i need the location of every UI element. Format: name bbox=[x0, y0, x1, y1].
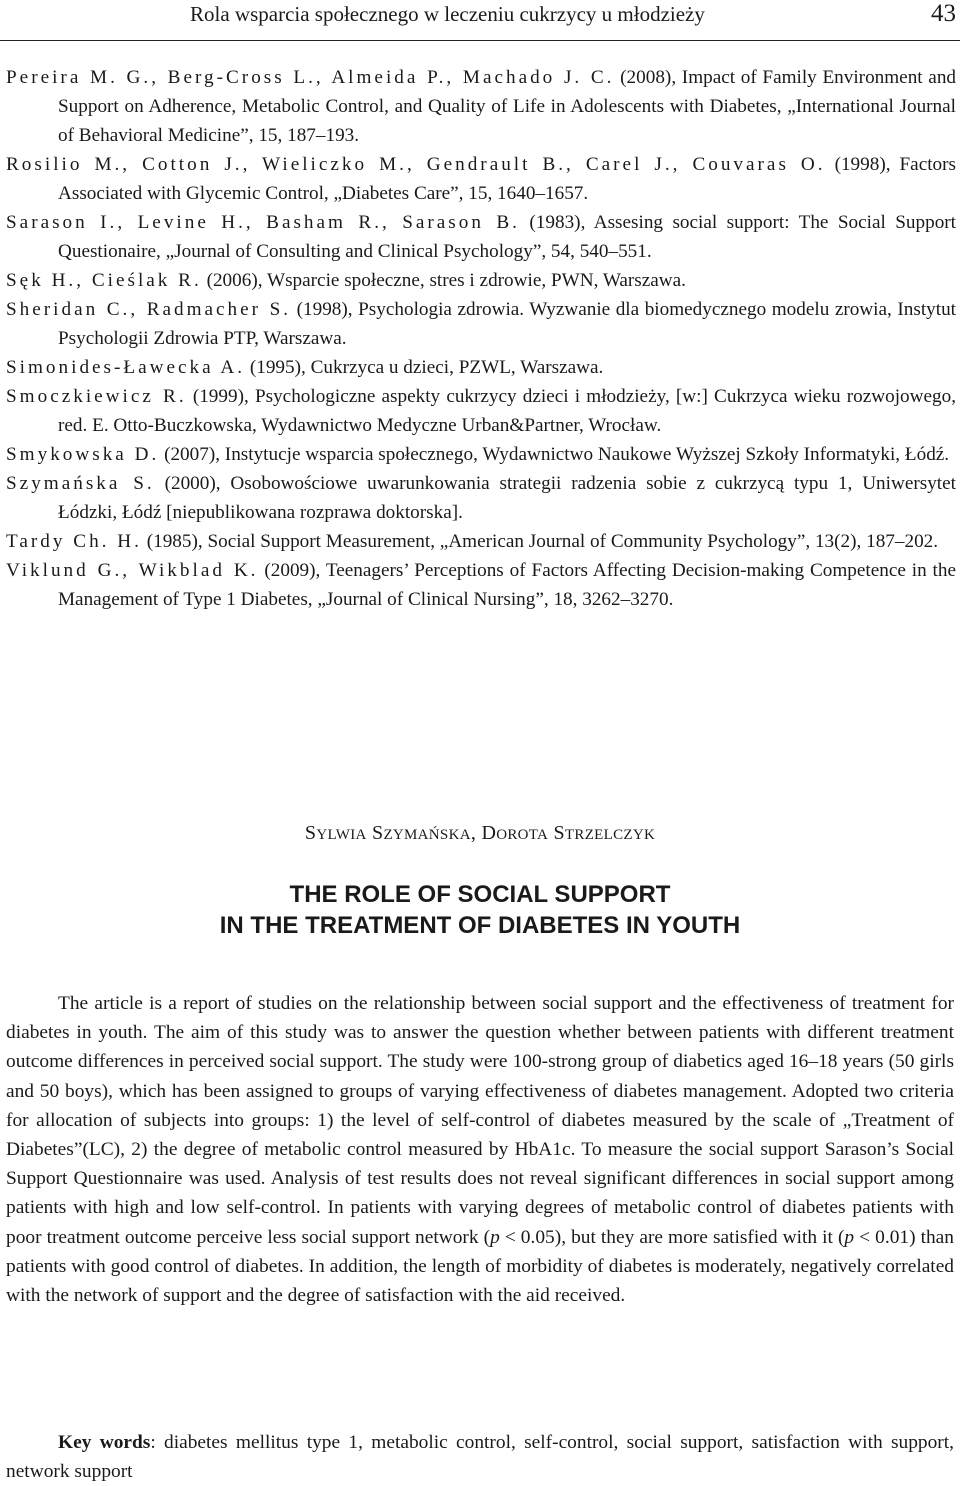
reference-authors: Sarason I., Levine H., Basham R., Sarason B. bbox=[6, 212, 520, 233]
reference-authors: Sheridan C., Radmacher S. bbox=[6, 299, 292, 320]
keywords-label: Key words bbox=[58, 1432, 151, 1453]
reference-item bbox=[6, 295, 956, 353]
reference-authors: Pereira M. G., Berg-Cross L., Almeida P., Machado J. C. bbox=[6, 67, 615, 88]
reference-authors: Rosilio M., Cotton J., Wieliczko M., Gendrault B., Carel J., Couvaras O. bbox=[6, 154, 826, 175]
author-byline bbox=[0, 822, 960, 845]
reference-authors: Tardy Ch. H. bbox=[6, 531, 142, 552]
author2-first-initial: D bbox=[481, 822, 497, 844]
author2-surname-initial: S bbox=[553, 822, 565, 844]
reference-item bbox=[6, 150, 956, 208]
article-title bbox=[0, 879, 960, 941]
reference-text: (2007), Instytucje wsparcia społecznego, Wydawnictwo Naukowe Wyższej Szkoły Informatyki, Łódź. bbox=[164, 444, 950, 465]
reference-text: (1998), Factors Associated with Glycemic Control, „Diabetes Care”, 15, 1640–1657. bbox=[58, 154, 956, 204]
reference-item bbox=[6, 527, 956, 556]
article-title-line-1: THE ROLE OF SOCIAL SUPPORT bbox=[289, 881, 671, 908]
reference-text: (2009), Teenagers’ Perceptions of Factors Affecting Decision-making Competence in the Management of Type 1 Diabetes, „Journal of Clinical Nursing”, 18, 3262–3270. bbox=[58, 560, 956, 610]
author1-surname-rest: ZYMAŃSKA bbox=[383, 827, 471, 843]
reference-item bbox=[6, 556, 956, 614]
reference-text: (1995), Cukrzyca u dzieci, PZWL, Warszawa. bbox=[249, 357, 604, 378]
running-title: Rola wsparcia społecznego w leczeniu cukrzycy u młodzieży bbox=[190, 2, 705, 26]
running-header bbox=[0, 0, 960, 41]
keywords bbox=[6, 1428, 954, 1486]
reference-text: (1999), Psychologiczne aspekty cukrzycy dzieci i młodzieży, [w:] Cukrzyca wieku rozwojowego, red. E. Otto-Buczkowska, Wydawnictwo Medyczne Urban&Partner, Wrocław. bbox=[58, 386, 957, 436]
reference-text: (1983), Assesing social support: The Social Support Questionaire, „Journal of Consulting and Clinical Psychology”, 54, 540–551. bbox=[58, 212, 957, 262]
reference-authors: Viklund G., Wikblad K. bbox=[6, 560, 259, 581]
abstract bbox=[6, 989, 954, 1310]
reference-item bbox=[6, 440, 956, 469]
reference-item bbox=[6, 266, 956, 295]
reference-authors: Simonides-Ławecka A. bbox=[6, 357, 246, 378]
reference-authors: Sęk H., Cieślak R. bbox=[6, 270, 202, 291]
page-number: 43 bbox=[931, 0, 956, 27]
reference-item bbox=[6, 353, 956, 382]
reference-text: (1998), Psychologia zdrowia. Wyzwanie dla biomedycznego modelu zrowia, Instytut Psychologii Zdrowia PTP, Warszawa. bbox=[58, 299, 957, 349]
reference-item bbox=[6, 208, 956, 266]
author1-first-initial: S bbox=[304, 822, 317, 844]
p-value-symbol: p bbox=[844, 1226, 855, 1248]
reference-list bbox=[6, 63, 956, 614]
author-separator: , bbox=[470, 822, 482, 844]
author2-surname-rest: TRZELCZYK bbox=[564, 827, 656, 843]
reference-text: (2008), Impact of Family Environment and Support on Adherence, Metabolic Control, and Quality of Life in Adolescents with Diabetes, „International Journal of Behavioral Medicine”, 15, 187–193. bbox=[58, 67, 957, 146]
reference-item bbox=[6, 63, 956, 150]
reference-text: (2000), Osobowościowe uwarunkowania strategii radzenia sobie z cukrzycą typu 1, Uniwersytet Łódzki, Łódź [niepublikowana rozprawa doktorska]. bbox=[58, 473, 956, 523]
reference-text: (1985), Social Support Measurement, „American Journal of Community Psychology”, 13(2), 187–202. bbox=[146, 531, 939, 552]
reference-authors: Smoczkiewicz R. bbox=[6, 386, 187, 407]
keywords-text: : diabetes mellitus type 1, metabolic control, self-control, social support, satisfaction with support, network support bbox=[6, 1432, 954, 1483]
p-value-symbol: p bbox=[490, 1226, 500, 1248]
abstract-text-3: < 0.01) than patients with good control of diabetes. In addition, the length of morbidity of diabetes is moderately, negatively correlated with the network of support and the degree of satisfaction with the aid received. bbox=[6, 1226, 954, 1307]
reference-authors: Smykowska D. bbox=[6, 444, 160, 465]
reference-authors: Szymańska S. bbox=[6, 473, 155, 494]
reference-text: (2006), Wsparcie społeczne, stres i zdrowie, PWN, Warszawa. bbox=[206, 270, 686, 291]
author2-first-rest: OROTA bbox=[496, 827, 549, 843]
author1-first-rest: YLWIA bbox=[316, 827, 367, 843]
reference-item bbox=[6, 469, 956, 527]
reference-item bbox=[6, 382, 956, 440]
author1-surname-initial: S bbox=[372, 822, 384, 844]
article-title-line-2: IN THE TREATMENT OF DIABETES IN YOUTH bbox=[219, 912, 741, 939]
abstract-text-2: < 0.05), but they are more satisfied with it ( bbox=[499, 1226, 845, 1248]
abstract-text-1: The article is a report of studies on the relationship between social support and the effectiveness of treatment for diabetes in youth. The aim of this study was to answer the question whether between patients with different treatment outcome differences in perceived social support. The study were 100-strong group of diabetics aged 16–18 years (50 girls and 50 boys), which has been assigned to groups of varying effectiveness of diabetes management. Adopted two criteria for allocation of subjects into groups: 1) the level of self-control of diabetes measured by the scale of „Treatment of Diabetes”(LC), 2) the degree of metabolic control measured by HbA1c. To measure the social support Sarason’s Social Support Questionnaire was used. Analysis of test results does not reveal significant differences in social support among patients with high and low self-control. In patients with varying degrees of metabolic control of diabetes patients with poor treatment outcome perceive less social support network ( bbox=[6, 993, 954, 1248]
